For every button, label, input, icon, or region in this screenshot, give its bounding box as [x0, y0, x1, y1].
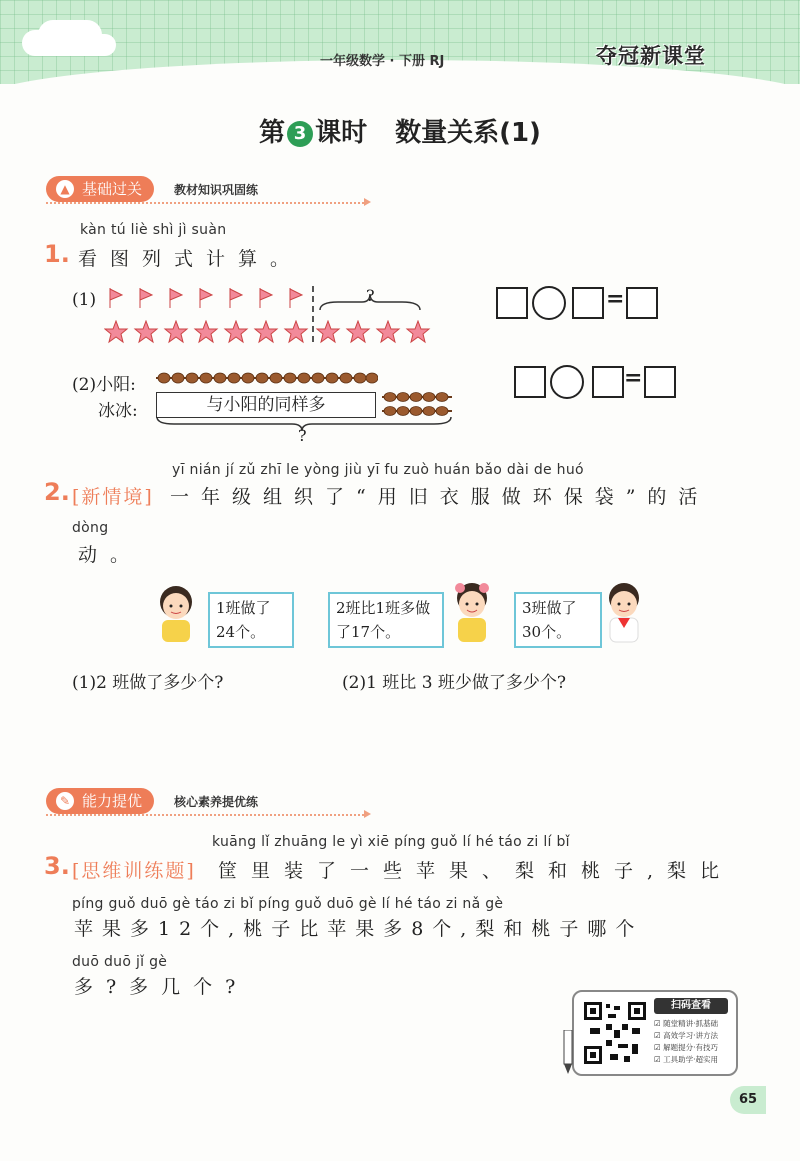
bubble-class1: 1班做了24个。 [208, 592, 294, 648]
q1-part2-label: (2)小阳: [72, 375, 136, 395]
qr-panel [572, 990, 738, 1076]
answer-box[interactable] [626, 287, 658, 319]
section-advanced-divider [46, 814, 364, 816]
abacus-rows-bingbing [382, 392, 452, 416]
stars-graphic [104, 320, 434, 348]
q1-number: 1. [44, 240, 70, 268]
answer-box[interactable] [496, 287, 528, 319]
brand-logo: 夺冠新课堂 [596, 44, 706, 68]
q3-text-line1: 筐里装了一些苹果、梨和桃子,梨比 [218, 860, 734, 882]
qr-item: ☑ 解题提分·有技巧 [654, 1043, 718, 1052]
equal-sign: = [606, 286, 625, 312]
girl-avatar [148, 582, 204, 644]
boy-avatar [596, 580, 652, 644]
book-title: 一年级数学 · 下册 RJ [320, 54, 445, 69]
q3-text-line2: 苹果多12个,桃子比苹果多8个,梨和桃子哪个 [74, 918, 644, 940]
q3-pinyin-line3: duō duō jǐ gè [72, 954, 168, 970]
abacus-row-xiaoyang [156, 370, 378, 386]
q2-pinyin-line2: dòng [72, 520, 109, 536]
q1-part2-label2: 冰冰: [98, 401, 138, 421]
flags-graphic [108, 286, 308, 310]
section-basic-label: 基础过关 [82, 180, 143, 198]
section-advanced-subtitle: 核心素养提优练 [174, 795, 259, 809]
arrow-icon [364, 810, 371, 818]
q2-sub1: (1)2 班做了多少个? [72, 673, 224, 693]
cloud-icon [22, 30, 82, 56]
qr-title: 扫码查看 [654, 998, 728, 1014]
q2-text-line2: 动。 [78, 544, 143, 566]
qr-code-icon[interactable] [582, 1000, 648, 1066]
q2-sub2: (2)1 班比 3 班少做了多少个? [342, 673, 567, 693]
section-basic-subtitle: 教材知识巩固练 [174, 183, 259, 197]
lesson-prefix: 第 [259, 118, 286, 148]
equal-sign: = [624, 365, 643, 391]
answer-box[interactable] [644, 366, 676, 398]
q3-pinyin-line1: kuāng lǐ zhuāng le yì xiē píng guǒ lí hé táo zi lí bǐ [212, 834, 570, 850]
lesson-title [0, 112, 800, 149]
q1-part1-label: (1) [72, 290, 97, 310]
q3-text-line3: 多?多几个? [74, 976, 249, 998]
q3-number: 3. [44, 852, 70, 880]
q3-pinyin-line2: píng guǒ duō gè táo zi bǐ píng guǒ duō gè lí hé táo zi nǎ gè [72, 896, 504, 912]
q2-pinyin-line1: yī nián jí zǔ zhī le yòng jiù yī fu zuò huán bǎo dài de huó [172, 462, 584, 478]
star-row [104, 320, 434, 348]
q2-text-line1: 一年级组织了“用旧衣服做环保袋”的活 [170, 486, 710, 508]
girl-waving-avatar [442, 580, 502, 644]
section-advanced-label: 能力提优 [82, 792, 143, 810]
q1-part2-box: 与小阳的同样多 [156, 392, 376, 418]
qr-item: ☑ 随堂精讲·抓基础 [654, 1019, 718, 1028]
lesson-number: 3 [287, 121, 313, 147]
pencil-icon: ✎ [56, 792, 74, 810]
pencil-icon [560, 1030, 576, 1074]
q1-part1-question-mark: ? [366, 286, 375, 305]
q3-tag: [思维训练题] [72, 860, 196, 882]
bubble-class3: 3班做了30个。 [514, 592, 602, 648]
lesson-suffix: 课时 [315, 118, 368, 148]
section-advanced-pill [46, 788, 154, 814]
q2-number: 2. [44, 478, 70, 506]
operator-circle[interactable] [550, 365, 584, 399]
page-number: 65 [730, 1086, 766, 1114]
q1-pinyin: kàn tú liè shì jì suàn [80, 222, 227, 238]
lesson-topic: 数量关系(1) [395, 118, 541, 148]
q2-tag: [新情境] [72, 486, 154, 508]
operator-circle[interactable] [532, 286, 566, 320]
qr-item: ☑ 高效学习·讲方法 [654, 1031, 718, 1040]
section-basic-divider [46, 202, 364, 204]
qr-item: ☑ 工具助学·超实用 [654, 1055, 718, 1064]
section-basic-pill [46, 176, 154, 202]
flag-row [108, 286, 308, 310]
answer-box[interactable] [572, 287, 604, 319]
arrow-icon [364, 198, 371, 206]
answer-box[interactable] [514, 366, 546, 398]
q1-part2-question-mark: ? [298, 426, 307, 445]
answer-box[interactable] [592, 366, 624, 398]
qr-items [654, 1018, 718, 1066]
q1-text: 看图列式计算。 [78, 248, 303, 270]
bubble-class2: 2班比1班多做了17个。 [328, 592, 444, 648]
mountain-icon: ▲ [56, 180, 74, 198]
